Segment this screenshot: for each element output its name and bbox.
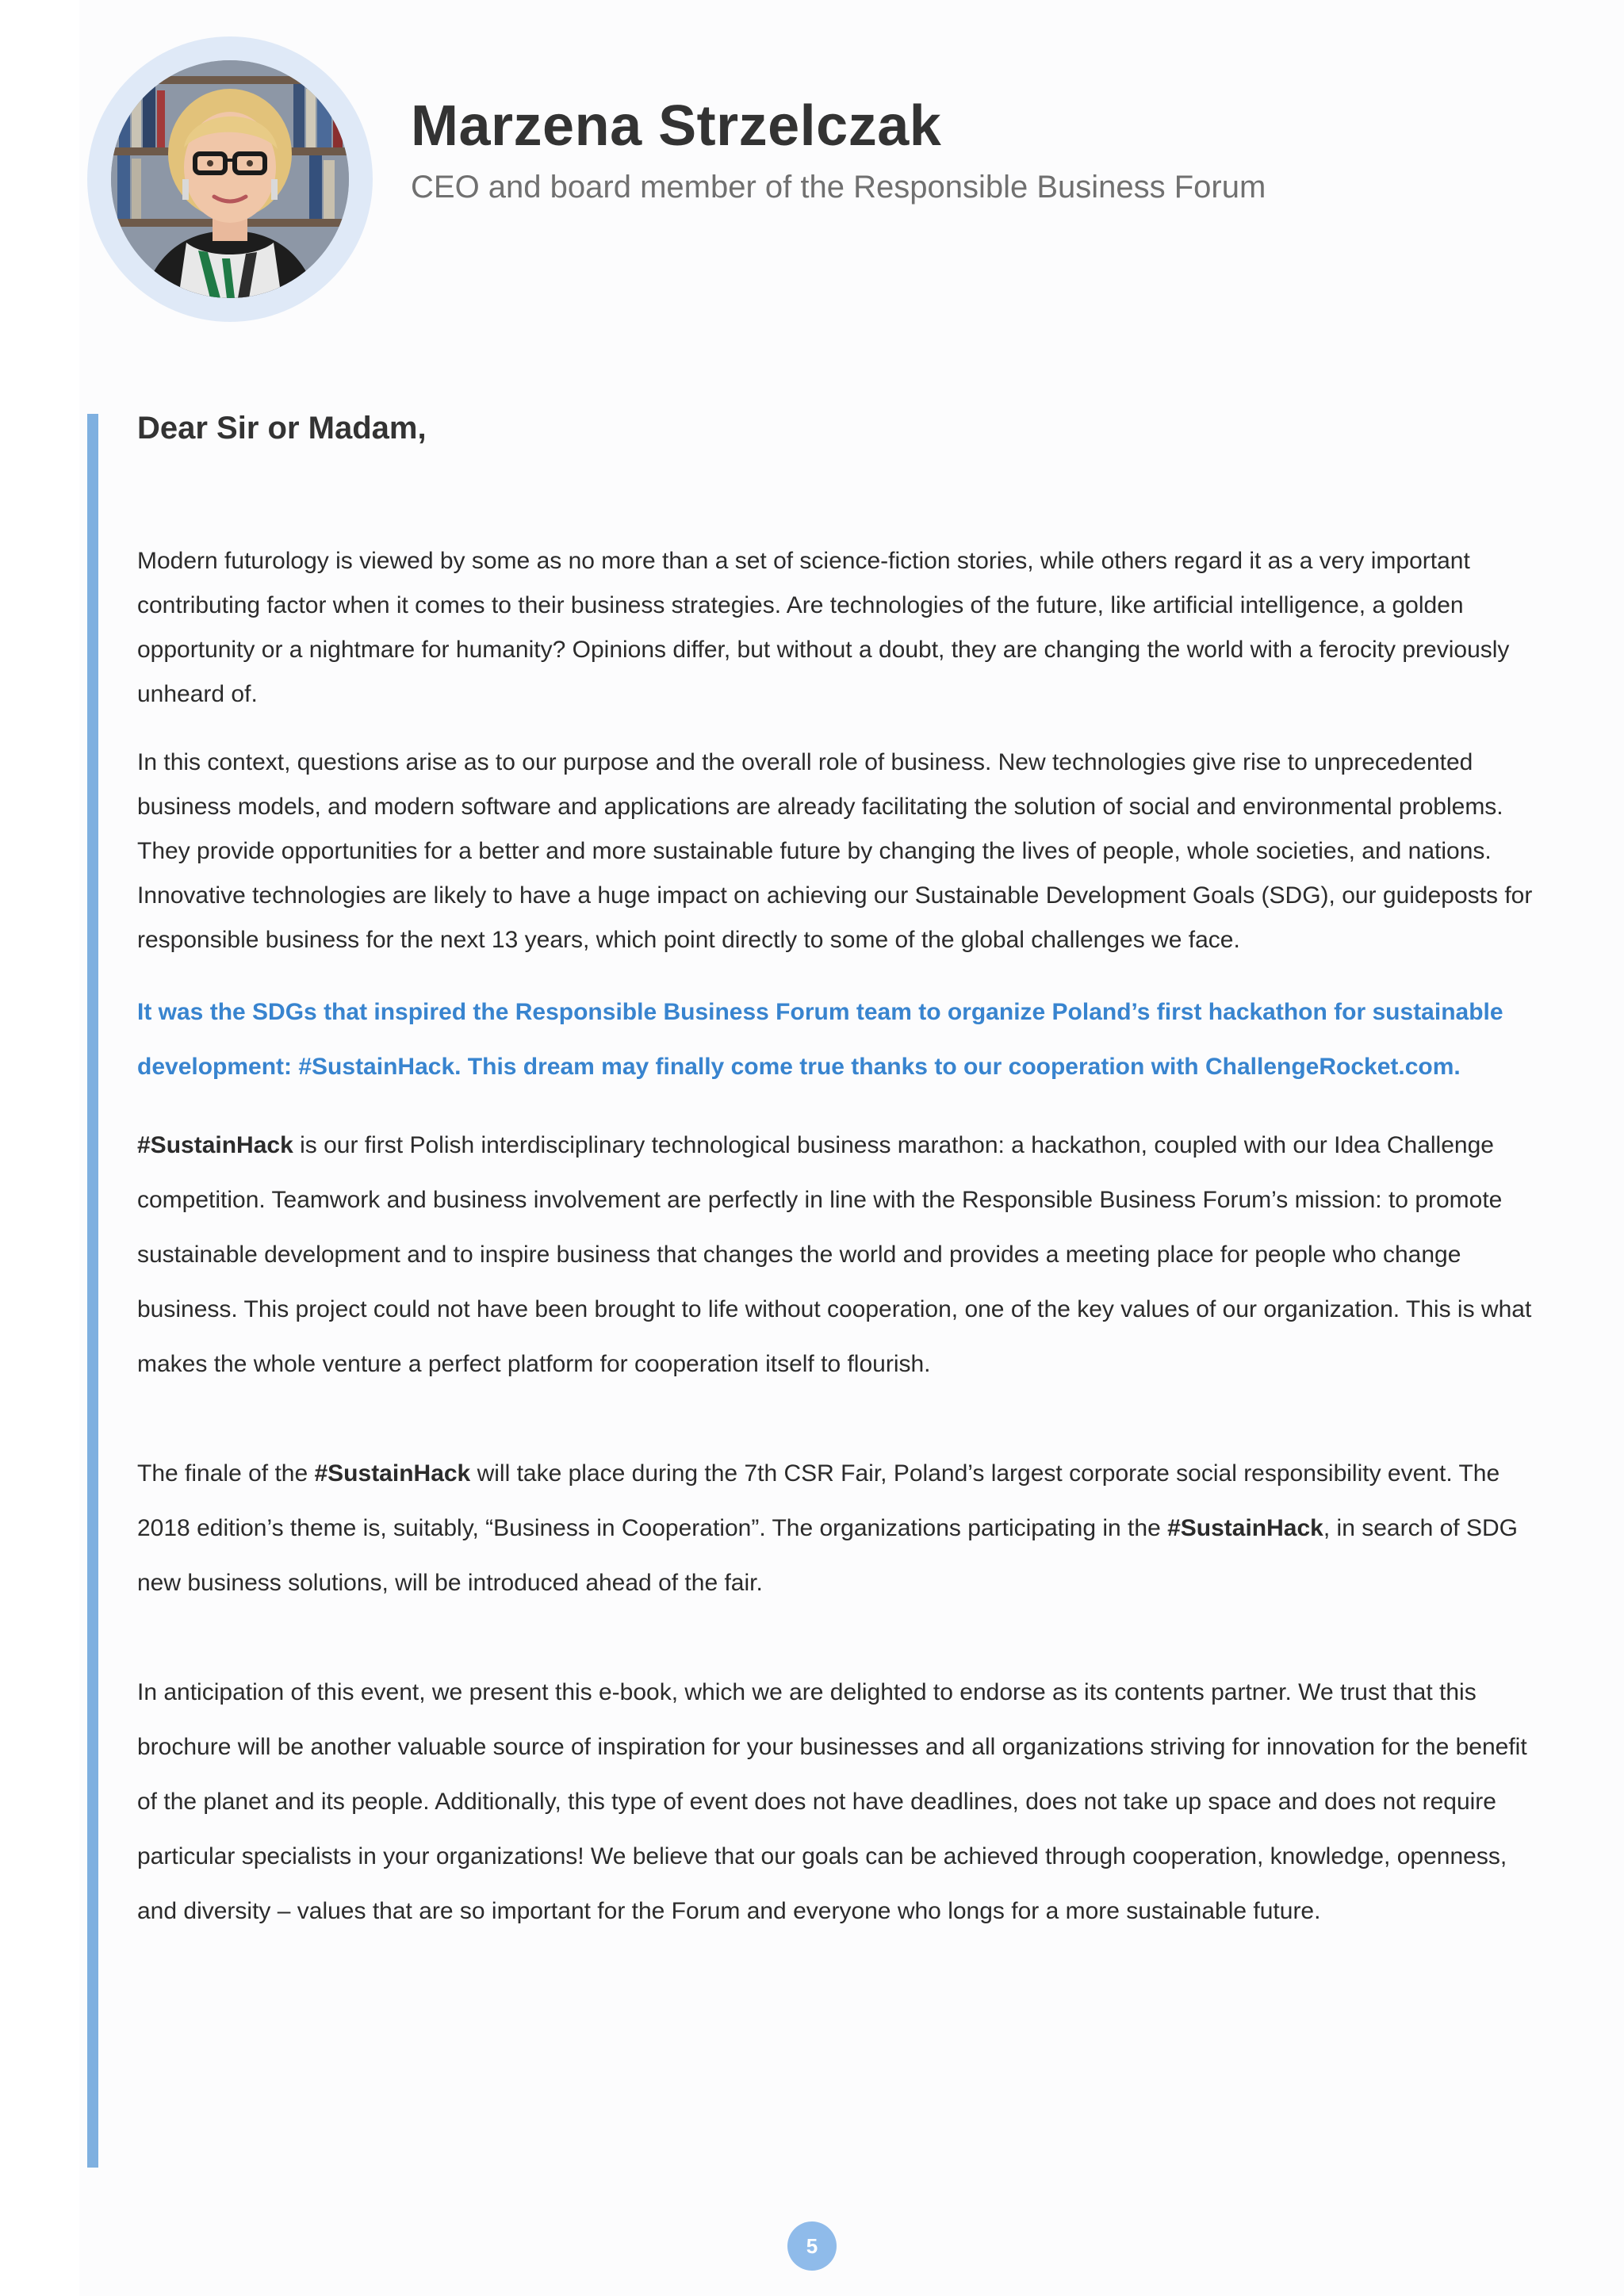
accent-bar <box>87 414 98 2168</box>
paragraph-csr-fair-middle: will take place during the 7th CSR Fair, Poland’s largest corporate social responsibility event. The 2018 edition’s theme is, suitably, “Business in Cooperation”. The organizations participating in the <box>137 1460 1500 1541</box>
paragraph-sustainhack-text: is our first Polish interdisciplinary technological business marathon: a hackathon, coupled with our Idea Challenge competition. Teamwork and business involvement are perfectly in line with the Responsible Business Forum’s mission: to promote sustainable development and to inspire business that changes the world and provides a meeting place for people who change business. This project could not have been brought to life without cooperation, one of the key values of our organization. This is what makes the whole venture a perfect platform for cooperation itself to flourish. <box>137 1132 1532 1377</box>
person-name: Marzena Strzelczak <box>411 94 942 158</box>
paragraph-futurology: Modern futurology is viewed by some as no more than a set of science-fiction stories, while others regard it as a very important contributing factor when it comes to their business strategies. Are technologies of the future, like artificial intelligence, a golden opportunity or a nightmare for humanity? Opinions differ, but without a doubt, they are changing the world with a ferocity previously unheard of. <box>137 548 1510 707</box>
letter-greeting: Dear Sir or Madam, <box>137 411 427 446</box>
letter-body <box>137 404 1549 1938</box>
paragraph-csr-fair-before: The finale of the <box>137 1460 315 1487</box>
sustainhack-tag: #SustainHack <box>1167 1515 1323 1541</box>
page-number-badge: 5 <box>787 2221 837 2271</box>
avatar <box>111 60 349 298</box>
avatar-ring <box>87 36 373 322</box>
paragraph-sustainhack <box>137 1118 1549 1391</box>
paragraph-ebook: In anticipation of this event, we present this e-book, which we are delighted to endorse as its contents partner. We trust that this brochure will be another valuable source of inspiration for your businesses and all organizations striving for innovation for the benefit of the planet and its people. Additionally, this type of event does not have deadlines, does not take up space and does not require particular specialists in your organizations! We believe that our goals can be achieved through cooperation, knowledge, openness, and diversity – values that are so important for the Forum and everyone who longs for a more sustainable future. <box>137 1679 1527 1924</box>
sustainhack-tag: #SustainHack <box>314 1460 471 1487</box>
paragraph-role-of-business: In this context, questions arise as to our purpose and the overall role of business. New technologies give rise to unprecedented business models, and modern software and applications are already facilitating the solution of social and environmental problems. They provide opportunities for a better and more sustainable future by changing the lives of people, whole societies, and nations. Innovative technologies are likely to have a huge impact on achieving our Sustainable Development Goals (SDG), our guideposts for responsible business for the next 13 years, which point directly to some of the global challenges we face. <box>137 749 1533 953</box>
paragraph-csr-fair-after: , in search of SDG new business solutions, will be introduced ahead of the fair. <box>137 1515 1518 1596</box>
sustainhack-tag: #SustainHack <box>137 1132 293 1158</box>
highlight-paragraph: It was the SDGs that inspired the Responsible Business Forum team to organize Poland’s first hackathon for sustainable development: #SustainHack. This dream may finally come true thanks to our cooperation with ChallengeRocket.com. <box>137 999 1503 1080</box>
person-role: CEO and board member of the Responsible Business Forum <box>411 170 1266 205</box>
portrait-image <box>111 60 349 298</box>
paragraph-csr-fair <box>137 1446 1549 1610</box>
